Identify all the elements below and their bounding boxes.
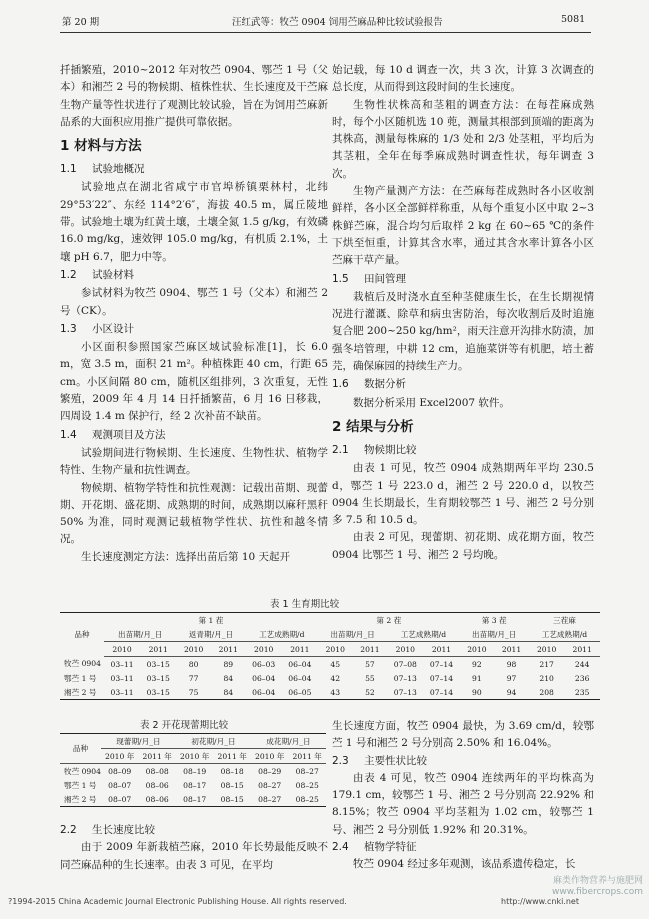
subsection-heading-2-1 [332, 442, 594, 459]
table-cell: 07–14 [429, 673, 454, 683]
table-cell: 98 [506, 659, 517, 669]
subsection-heading-2-4 [332, 839, 594, 856]
header-authors-title: 汪红武等：牧苎 0904 饲用苎麻品种比较试验报告 [232, 17, 443, 28]
subsection-number: 1.6 [332, 378, 349, 391]
table-cell: 52 [353, 685, 388, 700]
table-cell: 03–11 [110, 673, 134, 683]
subsection-heading-1-6 [332, 376, 594, 393]
table-cell: 210 [539, 673, 554, 683]
paragraph-site: 试验地点在湖北省咸宁市官埠桥镇栗林村，北纬 29°53′22″、东经 114°2′6″，海拔 40.5 m，属丘陵地带。试验地土壤为红黄土壤，土壤全氮 1.5 g/kg，有效磷 16.0 mg/kg，速效钾 105.0 mg/kg，有机质 2.1%，土壤 pH 6.7，肥力中等。 [60, 181, 328, 263]
row-header-variety: 牧苎 0904 [64, 659, 101, 669]
table1-caption: 表 1 生育期比较 [270, 599, 340, 610]
section-heading-results: 2 结果与分析 [332, 418, 414, 435]
row-header-variety: 牧苎 0904 [64, 766, 101, 776]
table-cell: 08–07 [101, 792, 139, 807]
cnki-link[interactable]: http://www.cnki.net [501, 897, 579, 906]
table1-subheader: 工艺成熟期/d [387, 627, 459, 642]
table-cell: 217 [539, 659, 554, 669]
watermark-line2: www.fibercrops.com [552, 887, 643, 897]
table1-subheader: 出苗期/月_日 [104, 627, 176, 642]
table1-year-row [60, 642, 600, 657]
table-cell: 08–25 [288, 792, 326, 807]
table-cell: 08–18 [220, 766, 244, 776]
table2-body [60, 764, 326, 807]
table-cell: 08–07 [108, 780, 132, 790]
table1-variety-header: 品种 [60, 613, 104, 657]
running-header [0, 0, 649, 34]
table-cell: 08–06 [145, 780, 169, 790]
table-cell: 03–15 [140, 685, 176, 700]
year-cell: 2011 [564, 642, 600, 657]
year-cell: 2010 年 [176, 749, 214, 764]
year-cell: 2011 年 [288, 749, 326, 764]
paragraph-phenology-method: 物候期、植物学特性和抗性观测：记载出苗期、现蕾期、开花期、盛花期、成熟期的时间，成熟期以麻秆黑秆 50% 为准，同时观测记载植物学性状、抗性和越冬情况。 [60, 481, 328, 546]
table-cell: 91 [472, 673, 482, 683]
row-header-variety: 鄂苎 1 号 [64, 780, 97, 790]
subsection-title: 小区设计 [92, 322, 134, 335]
subsection-number: 2.4 [332, 841, 349, 854]
table-cell: 07–14 [423, 685, 459, 700]
table-row [60, 657, 600, 672]
subsection-number: 1.2 [60, 268, 77, 281]
table-cell: 08–27 [251, 792, 289, 807]
table-cell: 08–09 [108, 766, 132, 776]
table-cell: 07–13 [393, 673, 417, 683]
subsection-heading-2-3 [332, 753, 594, 770]
table2-group-header: 成花期/月_日 [251, 734, 326, 749]
subsection-heading-1-5 [332, 271, 594, 288]
table-cell: 06–04 [288, 673, 312, 683]
subsection-title: 主要性状比较 [364, 754, 427, 767]
paragraph-yield-method: 生物产量测产方法：在苎麻每茬成熟时各小区收割鲜样，各小区全部鲜样称重，从每个重复小区中取 2~3 株鲜苎麻，混合均匀后取样 2 kg 在 60~65 ℃的条件下烘至恒重，计算其含水率，通过其含水率计算各小区苎麻干草产量。 [332, 185, 594, 267]
table-cell: 08–19 [183, 766, 207, 776]
table-cell: 80 [188, 659, 199, 669]
table-cell: 236 [574, 673, 590, 683]
year-cell: 2011 [211, 642, 246, 657]
table-cell: 06–03 [252, 659, 276, 669]
table1-phenology [60, 612, 600, 700]
table-cell: 07–13 [387, 685, 423, 700]
paragraph-growth-rate-cont-results: 生长速度方面，牧苎 0904 最快，为 3.69 cm/d，较鄂苎 1 号和湘苎 2 号分别高 2.50% 和 16.04%。 [332, 720, 594, 750]
subsection-title: 观测项目及方法 [92, 428, 166, 441]
paragraph-field-management: 栽植后及时浇水直至种茎健康生长，在生长期视情况进行灌溉、除草和病虫害防治，每次收割后及时追施复合肥 200~250 kg/hm²，雨天注意开沟排水防渍，加强冬培管理，中耕 12 cm，追施菜饼等有机肥，培土蓄芫，确保麻园的持续生产力。 [332, 290, 594, 373]
header-rule [60, 32, 591, 33]
table-cell: 94 [494, 685, 529, 700]
subsection-title: 试验材料 [92, 268, 134, 281]
table2-variety-header: 品种 [60, 734, 101, 764]
table2-caption: 表 2 开花现蕾期比较 [140, 720, 229, 731]
table-cell: 244 [574, 659, 590, 669]
subsection-number: 1.3 [60, 322, 77, 335]
table-cell: 06–04 [246, 685, 282, 700]
left-column [60, 62, 328, 566]
subsection-title: 物候期比较 [364, 443, 417, 456]
watermark [552, 876, 643, 898]
subsection-number: 2.3 [332, 754, 349, 767]
table1-group-header: 三茬麻 [529, 613, 600, 628]
subsection-number: 1.4 [60, 428, 77, 441]
table-cell: 208 [529, 685, 564, 700]
subsection-title: 田间管理 [364, 272, 406, 285]
table-cell: 08–17 [176, 792, 214, 807]
table-cell: 92 [472, 659, 482, 669]
paragraph-traits-results: 由表 4 可见，牧苎 0904 连续两年的平均株高为 179.1 cm，较鄂苎 1 号、湘苎 2 号分别高 22.92% 和 8.15%；牧苎 0904 平均茎粗为 1.02 cm，较鄂苎 1 号、湘苎 2 号分别低 1.92% 和 20.31%。 [332, 771, 594, 836]
watermark-line1: 麻类作物营养与施肥网 [552, 876, 643, 886]
table-cell: 03–15 [146, 673, 170, 683]
year-cell: 2010 年 [251, 749, 289, 764]
table-cell: 45 [330, 659, 341, 669]
subsection-title: 生长速度比较 [92, 824, 155, 836]
row-header-variety: 鄂苎 1 号 [64, 673, 97, 683]
subsection-title: 植物学特征 [364, 841, 417, 854]
table-row [60, 792, 326, 807]
paragraph-materials: 参试材料为牧苎 0904、鄂苎 1 号（父本）和湘苎 2 号（CK）。 [60, 287, 328, 317]
row-header-variety: 湘苎 2 号 [60, 792, 101, 807]
subsection-heading-1-4 [60, 427, 328, 444]
table-cell: 97 [506, 673, 517, 683]
paragraph-observation-items: 试验期间进行物候期、生长速度、生物性状、植物学特性、生物产量和抗性调查。 [60, 446, 328, 477]
paragraph-traits-method: 生物性状株高和茎粗的调查方法：在每茬麻成熟时，每个小区随机选 10 蔸，测量其根部到顶端的距离为其株高，测量每株麻的 1/3 处和 2/3 处茎粗，平均后为其茎粗，全年在每季麻成熟时调查性状，每年调查 3 次。 [332, 98, 594, 180]
year-cell: 2010 [104, 642, 140, 657]
table-cell: 08–08 [145, 766, 169, 776]
subsection-title: 数据分析 [364, 378, 406, 391]
subsection-heading-1-3 [60, 321, 328, 338]
row-header-variety: 湘苎 2 号 [60, 685, 104, 700]
table2-group-header: 初花期/月_日 [176, 734, 251, 749]
bottom-left-text [60, 822, 328, 874]
year-cell: 2010 [529, 642, 564, 657]
year-cell: 2010 [176, 642, 211, 657]
table-cell: 08–27 [295, 766, 319, 776]
table-cell: 08–27 [258, 780, 282, 790]
issue-number: 第 20 期 [62, 17, 100, 28]
table-cell: 42 [330, 673, 341, 683]
year-cell: 2011 [494, 642, 529, 657]
paragraph-flowering-results: 由表 2 可见，现蕾期、初花期、成花期方面，牧苎 0904 比鄂苎 1 号、湘苎 2 号均晚。 [332, 531, 594, 561]
subsection-number: 2.2 [60, 824, 77, 836]
table-cell: 06–04 [252, 673, 276, 683]
right-column [332, 62, 594, 564]
subsection-heading-2-2 [60, 822, 328, 839]
table-cell: 84 [223, 673, 234, 683]
table-cell: 75 [176, 685, 211, 700]
subsection-heading-1-2 [60, 267, 328, 284]
table2-flowering [60, 733, 326, 807]
table1-body [60, 657, 600, 700]
copyright-text: ?1994-2015 China Academic Journal Electronic Publishing House. All rights reserved. [8, 897, 347, 906]
year-cell: 2010 年 [101, 749, 139, 764]
year-cell: 2010 [318, 642, 353, 657]
paragraph-growth-rate-method: 生长速度测定方法：选择出苗后第 10 天起开 [81, 550, 291, 563]
table-cell: 89 [223, 659, 234, 669]
year-cell: 2010 [246, 642, 282, 657]
paragraph-plot-design: 小区面积参照国家苎麻区域试验标准[1]，长 6.0 m，宽 3.5 m，面积 21 m²。种植株距 40 cm，行距 65 cm。小区间隔 80 cm，随机区组排列，3 次重复，无性繁殖，2009 年 4 月 14 日扦插繁苗，6 月 16 日移栽，四周设 1.4 m 保护行，经 2 次补苗不缺苗。 [60, 341, 328, 423]
table-row [60, 685, 600, 700]
table-cell: 03–15 [146, 659, 170, 669]
section-heading-materials: 1 材料与方法 [60, 138, 142, 155]
year-cell: 2010 [387, 642, 423, 657]
year-cell: 2011 年 [138, 749, 176, 764]
table-cell: 08–15 [220, 780, 244, 790]
paragraph-growth-rate-cont: 始记载，每 10 d 调查一次，共 3 次，计算 3 次调查的总长度，从而得到这段时间的生长速度。 [332, 64, 594, 94]
table-cell: 90 [460, 685, 495, 700]
table-cell: 08–15 [213, 792, 251, 807]
table-cell: 03–11 [104, 685, 140, 700]
table-cell: 43 [318, 685, 353, 700]
bottom-right-text [332, 718, 594, 874]
table-cell: 77 [188, 673, 199, 683]
paragraph-botanical-traits: 牧苎 0904 经过多年观测，该品系遗传稳定，长 [353, 858, 576, 871]
paragraph-data-analysis: 数据分析采用 Excel2007 软件。 [353, 396, 510, 409]
subsection-number: 2.1 [332, 443, 349, 456]
table-cell: 06–04 [288, 659, 312, 669]
subsection-number: 1.1 [60, 163, 77, 176]
table-cell: 08–06 [138, 792, 176, 807]
year-cell: 2010 [460, 642, 495, 657]
table1-subheader: 工艺成熟期/d [246, 627, 318, 642]
table1-subheader: 出苗期/月_日 [460, 627, 529, 642]
year-cell: 2011 [423, 642, 459, 657]
table-cell: 235 [564, 685, 600, 700]
table-cell: 08–29 [258, 766, 282, 776]
table-row [60, 778, 326, 792]
table-cell: 08–17 [183, 780, 207, 790]
table-cell: 07–14 [429, 659, 454, 669]
paragraph-growth-rate-results: 由于 2009 年新栽植苎麻，2010 年长势最能反映不同苎麻品种的生长速率。由表 3 可见，在平均 [60, 841, 328, 871]
year-cell: 2011 年 [213, 749, 251, 764]
table1-subheader: 工艺成熟期/d [529, 627, 600, 642]
year-cell: 2011 [353, 642, 388, 657]
table1-group-header: 第 2 茬 [318, 613, 460, 628]
table-cell: 84 [211, 685, 246, 700]
table1-group-header: 第 3 茬 [460, 613, 529, 628]
intro-paragraph: 扦插繁殖，2010~2012 年对牧苎 0904、鄂苎 1 号（父本）和湘苎 2 号的物候期、植株性状、生长速度及干苎麻生物产量等性状进行了观测比较试验，旨在为饲用苎麻新品系的大面积应用推广提供可靠依据。 [60, 64, 328, 128]
table2-group-header: 现蕾期/月_日 [101, 734, 176, 749]
subsection-number: 1.5 [332, 272, 349, 285]
year-cell: 2011 [282, 642, 318, 657]
subsection-heading-1-1 [60, 161, 328, 178]
subsection-title: 试验地概况 [92, 163, 145, 176]
table-row [60, 764, 326, 779]
table-cell: 03–11 [110, 659, 134, 669]
table-cell: 55 [365, 673, 375, 683]
table1-subheader: 返青期/月_日 [176, 627, 245, 642]
table1-subheader: 出苗期/月_日 [318, 627, 387, 642]
table-row [60, 671, 600, 685]
table-cell: 57 [365, 659, 375, 669]
paragraph-phenology-results: 由表 1 可见，牧苎 0904 成熟期两年平均 230.5 d，鄂苎 1 号 223.0 d，湘苎 2 号 220.0 d，以牧苎 0904 生长期最长，生育期较鄂苎 1 号、湘苎 2 号分别多 7.5 和 10.5 d。 [332, 462, 594, 527]
table-cell: 07–08 [393, 659, 417, 669]
year-cell: 2011 [140, 642, 176, 657]
table-cell: 06–05 [282, 685, 318, 700]
table-cell: 08–25 [295, 780, 319, 790]
page-number: 5081 [561, 14, 586, 25]
table1-group-header: 第 1 茬 [104, 613, 318, 628]
